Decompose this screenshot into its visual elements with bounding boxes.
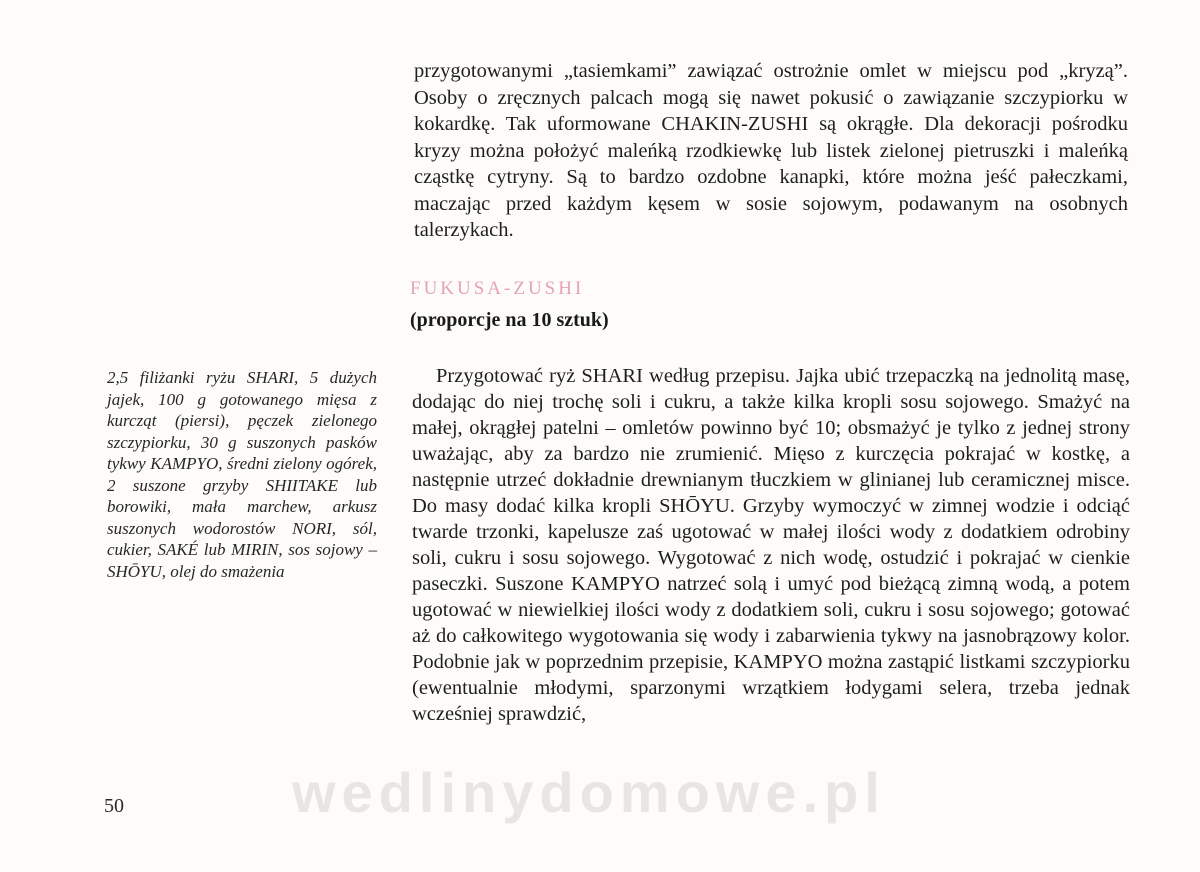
watermark: wedlinydomowe.pl [292,761,886,824]
recipe-proportions: (proporcje na 10 sztuk) [410,309,609,331]
recipe-title: FUKUSA-ZUSHI [410,278,585,299]
intro-paragraph: przygotowanymi „tasiemkami” zawiązać ostrożnie omlet w miejscu pod „kryzą”. Osoby o zręcznych palcach mogą się nawet pokusić o zawiązanie szczypiorku w kokardkę. Tak uformowane CHAKIN-ZUSHI są okrągłe. Dla dekoracji pośrodku kryzy można położyć maleńką rzodkiewkę lub listek zielonej pietruszki i maleńką cząstkę cytryny. Są to bardzo ozdobne kanapki, które można jeść pałeczkami, maczając przed każdym kęsem w sosie sojowym, podawanym na osobnych talerzykach. [414,60,1128,241]
page-number: 50 [104,795,124,817]
recipe-instructions: Przygotować ryż SHARI według przepisu. Jajka ubić trzepaczką na jednolitą masę, dodając do niej trochę soli i cukru, a także kilka kropli sosu sojowego. Smażyć na małej, okrągłej patelni – omletów powinno być 10; obsmażyć je tylko z jednej strony uważając, aby za bardzo nie zrumienić. Mięso z kurczęcia pokrajać w kostkę, a następnie utrzeć dokładnie drewnianym tłuczkiem w glinianej lub ceramicznej misce. Do masy dodać kilka kropli SHŌYU. Grzyby wymoczyć w zimnej wodzie i odciąć twarde trzonki, kapelusze zaś ugotować w małej ilości wody z dodatkiem odrobiny soli, cukru i sosu sojowego. Wygotować z nich wodę, ostudzić i pokrajać w cienkie paseczki. Suszone KAMPYO natrzeć solą i umyć pod bieżącą zimną wodą, a potem ugotować w niewielkiej ilości wody z dodatkiem soli, cukru i sosu sojowego; gotować aż do całkowitego wygotowania się wody i zabarwienia tykwy na jasnobrązowy kolor. Podobnie jak w poprzednim przepisie, KAMPYO można zastąpić listkami szczypiorku (ewentualnie młodymi, sparzonymi wrzątkiem łodygami selera, trzeba jednak wcześniej sprawdzić, [412,365,1130,725]
ingredients-list: 2,5 filiżanki ryżu SHARI, 5 dużych jajek, 100 g gotowanego mięsa z kurcząt (piersi), pęczek zielonego szczypiorku, 30 g suszonych pasków tykwy KAMPYO, średni zielony ogórek, 2 suszone grzyby SHIITAKE lub borowiki, mała marchew, arkusz suszonych wodorostów NORI, sól, cukier, SAKÉ lub MIRIN, sos sojowy – SHŌYU, olej do smażenia [107,368,377,581]
